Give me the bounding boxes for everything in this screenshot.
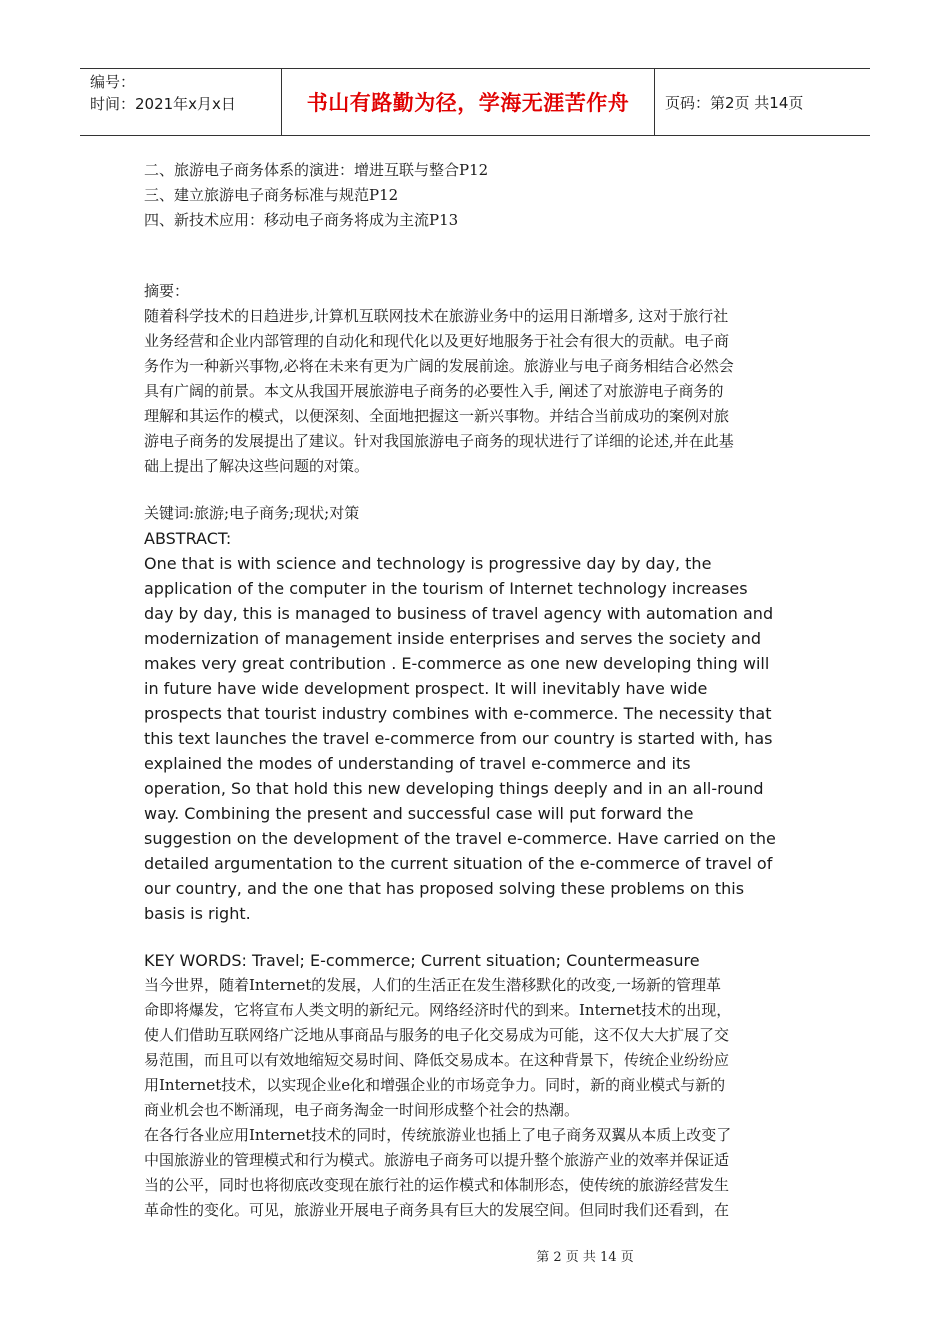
- body-text-cn: [144, 973, 809, 1223]
- abstract-cn-line: 理解和其运作的模式，以便深刻、全面地把握这一新兴事物。并结合当前成功的案例对旅: [144, 407, 730, 425]
- abstract-en-line: day by day, this is managed to business of travel agency with automation and: [144, 604, 774, 623]
- abstract-en-line: operation, So that hold this new developing things deeply and in an all-round: [144, 779, 764, 798]
- toc-item: 三、建立旅游电子商务标准与规范P12: [144, 186, 399, 204]
- header-meta: [80, 69, 282, 135]
- abstract-en-line: our country, and the one that has proposed solving these problems on this: [144, 879, 745, 898]
- body-line: 在各行各业应用Internet技术的同时，传统旅游业也插上了电子商务双翼从本质上改变了: [144, 1126, 732, 1144]
- abstract-en-line: prospects that tourist industry combines with e-commerce. The necessity that: [144, 704, 772, 723]
- page-footer: 第 2 页 共 14 页: [536, 1250, 634, 1265]
- abstract-cn-line: 游电子商务的发展提出了建议。针对我国旅游电子商务的现状进行了详细的论述,并在此基: [144, 432, 734, 450]
- body-line: 易范围，而且可以有效地缩短交易时间、降低交易成本。在这种背景下，传统企业纷纷应: [144, 1051, 730, 1069]
- body-line: 用Internet技术，以实现企业e化和增强企业的市场竞争力。同时，新的商业模式与新的: [144, 1076, 726, 1094]
- document-date: 时间：2021年x月x日: [90, 95, 236, 113]
- abstract-en: [144, 526, 809, 926]
- abstract-en-line: application of the computer in the tourism of Internet technology increases: [144, 579, 748, 598]
- page-header: [80, 68, 870, 136]
- toc-item: 二、旅游电子商务体系的演进：增进互联与整合P12: [144, 161, 489, 179]
- abstract-en-line: in future have wide development prospect. It will inevitably have wide: [144, 679, 708, 698]
- abstract-en-line: detailed argumentation to the current situation of the e-commerce of travel of: [144, 854, 773, 873]
- keywords-cn: 关键词:旅游;电子商务;现状;对策: [144, 504, 360, 522]
- abstract-en-line: explained the modes of understanding of travel e-commerce and its: [144, 754, 691, 773]
- abstract-cn: [144, 279, 809, 479]
- abstract-cn-line: 础上提出了解决这些问题的对策。: [144, 457, 370, 475]
- toc-list: [144, 158, 809, 233]
- abstract-en-line: One that is with science and technology is progressive day by day, the: [144, 554, 712, 573]
- abstract-cn-line: 务作为一种新兴事物,必将在未来有更为广阔的发展前途。旅游业与电子商务相结合必然会: [144, 357, 734, 375]
- abstract-en-line: this text launches the travel e-commerce from our country is started with, has: [144, 729, 773, 748]
- keywords-en: KEY WORDS: Travel; E-commerce; Current situation; Countermeasure: [144, 951, 700, 970]
- document-body: [144, 158, 809, 1223]
- abstract-cn-line: 随着科学技术的日趋进步,计算机互联网技术在旅游业务中的运用日渐增多, 这对于旅行社: [144, 307, 729, 325]
- abstract-en-line: way. Combining the present and successful case will put forward the: [144, 804, 694, 823]
- body-line: 商业机会也不断涌现，电子商务淘金一时间形成整个社会的热潮。: [144, 1101, 580, 1119]
- body-line: 当的公平，同时也将彻底改变现在旅行社的运作模式和体制形态，使传统的旅游经营发生: [144, 1176, 730, 1194]
- abstract-en-line: suggestion on the development of the travel e-commerce. Have carried on the: [144, 829, 776, 848]
- body-line: 命即将爆发，它将宣布人类文明的新纪元。网络经济时代的到来。Internet技术的出现，: [144, 1001, 732, 1019]
- abstract-en-line: makes very great contribution . E-commerce as one new developing thing will: [144, 654, 770, 673]
- abstract-cn-heading: 摘要：: [144, 282, 190, 300]
- header-motto: 书山有路勤为径，学海无涯苦作舟: [282, 69, 655, 135]
- abstract-cn-line: 业务经营和企业内部管理的自动化和现代化以及更好地服务于社会有很大的贡献。电子商: [144, 332, 730, 350]
- abstract-en-heading: ABSTRACT:: [144, 529, 232, 548]
- body-line: 革命性的变化。可见，旅游业开展电子商务具有巨大的发展空间。但同时我们还看到，在: [144, 1201, 730, 1219]
- body-line: 使人们借助互联网络广泛地从事商品与服务的电子化交易成为可能，这不仅大大扩展了交: [144, 1026, 730, 1044]
- abstract-en-line: basis is right.: [144, 904, 251, 923]
- toc-item: 四、新技术应用：移动电子商务将成为主流P13: [144, 211, 459, 229]
- abstract-en-line: modernization of management inside enterprises and serves the society and: [144, 629, 762, 648]
- header-page-info: 页码：第2页 共14页: [665, 93, 804, 112]
- body-line: 当今世界，随着Internet的发展，人们的生活正在发生潜移默化的改变,一场新的管理革: [144, 976, 721, 994]
- abstract-cn-line: 具有广阔的前景。本文从我国开展旅游电子商务的必要性入手, 阐述了对旅游电子商务的: [144, 382, 724, 400]
- body-line: 中国旅游业的管理模式和行为模式。旅游电子商务可以提升整个旅游产业的效率并保证适: [144, 1151, 730, 1169]
- document-number-label: 编号：: [90, 73, 136, 91]
